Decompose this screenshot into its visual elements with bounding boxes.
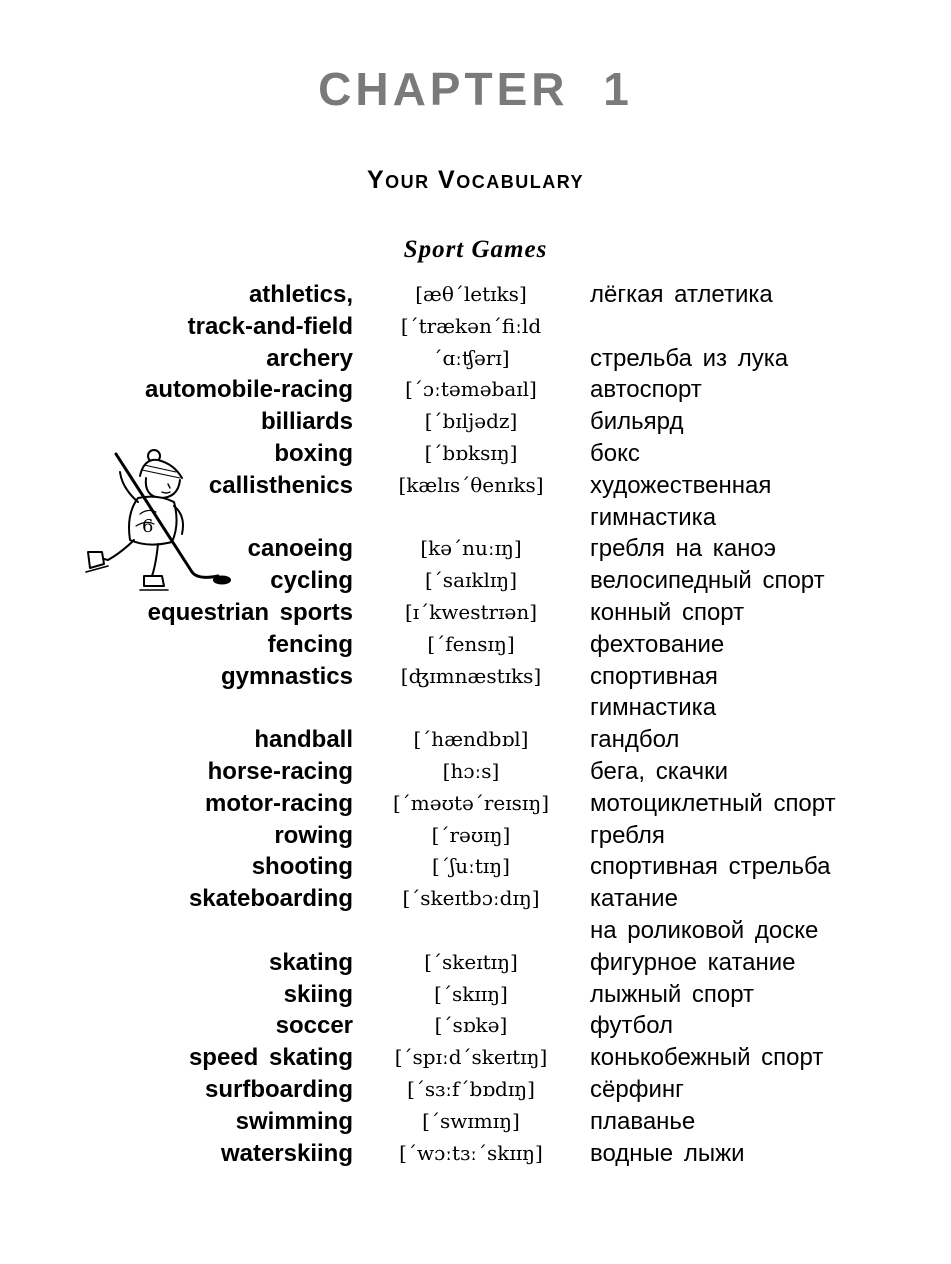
english-term: rowing	[274, 821, 353, 849]
transcription: [hɔːs]	[442, 758, 500, 783]
vocab-row	[0, 756, 951, 788]
english-term: shooting	[251, 853, 353, 881]
english-term: soccer	[275, 1012, 353, 1040]
russian-translation: гимнастика	[590, 694, 717, 722]
english-term: cycling	[270, 567, 353, 595]
vocab-row	[0, 629, 951, 661]
english-term: surfboarding	[205, 1075, 353, 1103]
vocab-row	[0, 502, 951, 534]
russian-translation: спортивная стрельба	[590, 853, 831, 881]
english-term: callisthenics	[208, 471, 353, 499]
vocab-row	[0, 1074, 951, 1106]
vocab-row	[0, 565, 951, 597]
russian-translation: фехтование	[590, 630, 725, 658]
vocab-row	[0, 661, 951, 693]
vocab-row	[0, 470, 951, 502]
english-term: boxing	[274, 439, 353, 467]
vocab-row	[0, 724, 951, 756]
russian-translation: бега, скачки	[590, 757, 728, 785]
english-term: speed skating	[188, 1044, 353, 1072]
russian-translation: гимнастика	[590, 503, 717, 531]
vocab-row	[0, 883, 951, 915]
transcription: [kælɪs´θenɪks]	[398, 472, 544, 497]
transcription: [ɪ´kwestrɪən]	[404, 599, 538, 624]
section-title: Your Vocabulary	[366, 166, 585, 194]
russian-translation: художественная	[590, 471, 772, 499]
transcription: [´skeɪtbɔːdɪŋ]	[402, 886, 540, 911]
russian-translation: на роликовой доске	[590, 916, 819, 944]
english-term: motor-racing	[204, 789, 353, 817]
transcription: [´ɔːtəməbaɪl]	[405, 377, 537, 402]
vocab-row	[0, 947, 951, 979]
english-term: waterskiing	[220, 1139, 353, 1167]
vocab-row	[0, 979, 951, 1011]
transcription: [´məʊtə´reɪsɪŋ]	[392, 790, 550, 815]
transcription: [´fensɪŋ]	[427, 631, 515, 656]
vocab-row	[0, 1010, 951, 1042]
transcription: [kə´nuːɪŋ]	[420, 536, 522, 561]
english-term: equestrian sports	[147, 598, 353, 626]
russian-translation: бильярд	[590, 408, 684, 436]
chapter-title: CHAPTER 1	[318, 63, 633, 115]
english-term: swimming	[235, 1107, 353, 1135]
english-term: athletics,	[248, 281, 353, 308]
vocab-row	[0, 597, 951, 629]
russian-translation: лыжный спорт	[590, 980, 755, 1008]
transcription: [´bɪljədz]	[424, 409, 518, 434]
svg-text:6: 6	[142, 516, 154, 537]
vocabulary-list	[0, 279, 951, 1169]
russian-translation: спортивная	[590, 662, 718, 690]
transcription: [´ʃuːtɪŋ]	[432, 854, 510, 879]
transcription: [´skeɪtɪŋ]	[424, 949, 518, 974]
english-term: fencing	[267, 630, 353, 658]
vocab-row	[0, 851, 951, 883]
english-term: track-and-field	[187, 312, 353, 340]
transcription: [´bɒksɪŋ]	[424, 440, 518, 465]
vocab-row	[0, 343, 951, 375]
vocab-row	[0, 1106, 951, 1138]
russian-translation: велосипедный спорт	[590, 567, 825, 595]
english-term: automobile-racing	[144, 376, 353, 404]
russian-translation: плаванье	[590, 1107, 696, 1135]
transcription: [æθ´letɪks]	[415, 282, 527, 306]
vocab-row	[0, 374, 951, 406]
russian-translation: фигурное катание	[590, 948, 796, 976]
vocab-row	[0, 311, 951, 343]
english-term: skateboarding	[188, 885, 353, 913]
english-term: handball	[254, 726, 353, 754]
vocab-row	[0, 788, 951, 820]
transcription: ´ɑːʧərɪ]	[432, 345, 510, 370]
vocab-row	[0, 1138, 951, 1170]
vocab-row	[0, 438, 951, 470]
transcription: [´trækən´fiːld	[400, 313, 542, 338]
vocab-row	[0, 1042, 951, 1074]
russian-translation: сёрфинг	[590, 1075, 684, 1103]
vocab-row	[0, 406, 951, 438]
vocab-row	[0, 820, 951, 852]
russian-translation: стрельба из лука	[590, 344, 789, 372]
russian-translation: гребля	[590, 821, 665, 849]
russian-translation: лёгкая атлетика	[590, 281, 773, 308]
russian-translation: гребля на каноэ	[590, 535, 777, 563]
russian-translation: конькобежный спорт	[590, 1044, 824, 1072]
english-term: gymnastics	[220, 662, 353, 690]
english-term: skating	[268, 948, 353, 976]
vocab-row	[0, 533, 951, 565]
russian-translation: гандбол	[590, 726, 680, 754]
russian-translation: катание	[590, 885, 678, 913]
english-term: skiing	[283, 980, 353, 1008]
english-term: canoeing	[247, 535, 353, 563]
subsection-title: Sport Games	[403, 236, 548, 263]
transcription: [´swɪmɪŋ]	[422, 1108, 520, 1133]
vocab-row	[0, 915, 951, 947]
vocab-row	[0, 692, 951, 724]
transcription: [´sɜːf´bɒdɪŋ]	[407, 1076, 535, 1101]
russian-translation: водные лыжи	[590, 1139, 745, 1167]
russian-translation: конный спорт	[590, 598, 745, 626]
english-term: archery	[266, 344, 353, 372]
english-term: billiards	[260, 408, 353, 436]
transcription: [ʤɪmnæstɪks]	[400, 663, 542, 688]
transcription: [´skɪɪŋ]	[434, 981, 508, 1006]
russian-translation: бокс	[590, 439, 640, 467]
russian-translation: автоспорт	[590, 376, 702, 404]
english-term: horse-racing	[207, 757, 353, 785]
russian-translation: футбол	[590, 1012, 674, 1040]
transcription: [´saɪklɪŋ]	[425, 568, 517, 593]
transcription: [´rəʊɪŋ]	[431, 822, 511, 847]
transcription: [´sɒkə]	[434, 1013, 508, 1038]
transcription: [´wɔːtɜː´skɪɪŋ]	[399, 1140, 543, 1165]
transcription: [´hændbɒl]	[413, 727, 529, 752]
transcription: [´spɪːd´skeɪtɪŋ]	[394, 1045, 548, 1070]
vocab-row	[0, 279, 951, 311]
russian-translation: мотоциклетный спорт	[590, 789, 836, 817]
